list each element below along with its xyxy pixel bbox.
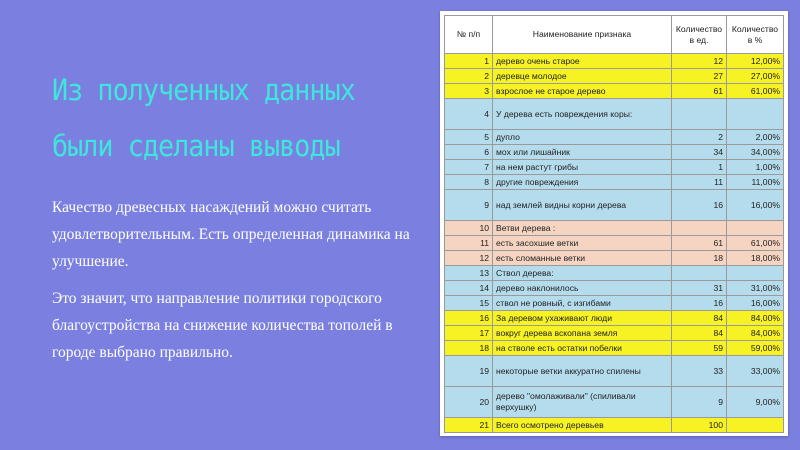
row-percent: 9,00% bbox=[727, 387, 784, 418]
row-name: У дерева есть повреждения коры: bbox=[493, 99, 672, 130]
slide-title-line-1: Из полученных данных bbox=[52, 73, 355, 107]
row-number: 9 bbox=[445, 190, 493, 221]
row-count: 1 bbox=[672, 160, 727, 175]
row-percent: 61,00% bbox=[727, 84, 784, 99]
slide-title bbox=[52, 62, 383, 174]
row-name: дерево очень старое bbox=[493, 54, 672, 69]
row-number: 14 bbox=[445, 281, 493, 296]
row-name: Всего осмотрено деревьев bbox=[493, 418, 672, 433]
row-count: 61 bbox=[672, 236, 727, 251]
row-percent bbox=[727, 221, 784, 236]
table-row bbox=[445, 341, 784, 356]
row-number: 4 bbox=[445, 99, 493, 130]
row-name: Ветви дерева : bbox=[493, 221, 672, 236]
row-percent: 12,00% bbox=[727, 54, 784, 69]
table-row bbox=[445, 145, 784, 160]
row-number: 20 bbox=[445, 387, 493, 418]
row-percent: 59,00% bbox=[727, 341, 784, 356]
table-row bbox=[445, 221, 784, 236]
table-row bbox=[445, 311, 784, 326]
table-row bbox=[445, 69, 784, 84]
table-row bbox=[445, 130, 784, 145]
row-percent: 27,00% bbox=[727, 69, 784, 84]
row-number: 6 bbox=[445, 145, 493, 160]
row-count: 59 bbox=[672, 341, 727, 356]
row-name: дерево "омолаживали" (спиливали верхушку) bbox=[493, 387, 672, 418]
table-row bbox=[445, 251, 784, 266]
row-number: 18 bbox=[445, 341, 493, 356]
body-paragraph-1: Качество древесных насаждений можно считать удовлетворительным. Есть определенная динамика на улучшение. bbox=[52, 199, 410, 270]
row-number: 21 bbox=[445, 418, 493, 433]
table-row bbox=[445, 99, 784, 130]
row-number: 7 bbox=[445, 160, 493, 175]
row-number: 5 bbox=[445, 130, 493, 145]
row-percent: 33,00% bbox=[727, 356, 784, 387]
row-percent: 11,00% bbox=[727, 175, 784, 190]
table-row bbox=[445, 190, 784, 221]
table-row bbox=[445, 418, 784, 433]
slide-title-line-2: были сделаны выводы bbox=[52, 129, 340, 163]
row-percent bbox=[727, 266, 784, 281]
table-row bbox=[445, 175, 784, 190]
row-count: 61 bbox=[672, 84, 727, 99]
row-name: деревце молодое bbox=[493, 69, 672, 84]
row-name: вокруг дерева вскопана земля bbox=[493, 326, 672, 341]
row-number: 11 bbox=[445, 236, 493, 251]
table-row bbox=[445, 54, 784, 69]
header-percent: Количество в % bbox=[727, 16, 784, 54]
row-percent: 1,00% bbox=[727, 160, 784, 175]
row-percent: 84,00% bbox=[727, 311, 784, 326]
row-count: 16 bbox=[672, 296, 727, 311]
table-row bbox=[445, 326, 784, 341]
row-name: есть сломанные ветки bbox=[493, 251, 672, 266]
header-number: № п/п bbox=[445, 16, 493, 54]
row-name: на нем растут грибы bbox=[493, 160, 672, 175]
header-count: Количество в ед. bbox=[672, 16, 727, 54]
row-count: 33 bbox=[672, 356, 727, 387]
row-name: дупло bbox=[493, 130, 672, 145]
row-number: 3 bbox=[445, 84, 493, 99]
row-name: на стволе есть остатки побелки bbox=[493, 341, 672, 356]
row-name: некоторые ветки аккуратно спилены bbox=[493, 356, 672, 387]
row-count: 84 bbox=[672, 326, 727, 341]
row-name: над землей видны корни дерева bbox=[493, 190, 672, 221]
table-row bbox=[445, 387, 784, 418]
row-percent: 84,00% bbox=[727, 326, 784, 341]
survey-table bbox=[444, 15, 784, 433]
row-number: 12 bbox=[445, 251, 493, 266]
row-percent: 16,00% bbox=[727, 190, 784, 221]
row-percent bbox=[727, 418, 784, 433]
row-count: 12 bbox=[672, 54, 727, 69]
row-number: 2 bbox=[445, 69, 493, 84]
slide-body bbox=[52, 194, 422, 376]
row-number: 1 bbox=[445, 54, 493, 69]
row-count: 100 bbox=[672, 418, 727, 433]
row-number: 8 bbox=[445, 175, 493, 190]
table-header-row bbox=[445, 16, 784, 54]
row-name: другие повреждения bbox=[493, 175, 672, 190]
row-number: 19 bbox=[445, 356, 493, 387]
row-number: 10 bbox=[445, 221, 493, 236]
row-percent: 31,00% bbox=[727, 281, 784, 296]
row-percent bbox=[727, 99, 784, 130]
row-percent: 34,00% bbox=[727, 145, 784, 160]
row-number: 15 bbox=[445, 296, 493, 311]
row-number: 13 bbox=[445, 266, 493, 281]
row-name: дерево наклонилось bbox=[493, 281, 672, 296]
table-row bbox=[445, 296, 784, 311]
row-name: взрослое не старое дерево bbox=[493, 84, 672, 99]
survey-table-card bbox=[440, 11, 788, 436]
row-count: 34 bbox=[672, 145, 727, 160]
row-number: 16 bbox=[445, 311, 493, 326]
row-name: есть засохшие ветки bbox=[493, 236, 672, 251]
row-name: За деревом ухаживают люди bbox=[493, 311, 672, 326]
table-row bbox=[445, 266, 784, 281]
body-paragraph-2: Это значит, что направление политики городского благоустройства на снижение количества тополей в городе выбрано правильно. bbox=[52, 290, 393, 361]
row-name: Ствол дерева: bbox=[493, 266, 672, 281]
row-count: 84 bbox=[672, 311, 727, 326]
row-count: 16 bbox=[672, 190, 727, 221]
table-row bbox=[445, 236, 784, 251]
row-count: 11 bbox=[672, 175, 727, 190]
row-count: 31 bbox=[672, 281, 727, 296]
row-percent: 61,00% bbox=[727, 236, 784, 251]
table-row bbox=[445, 160, 784, 175]
row-percent: 2,00% bbox=[727, 130, 784, 145]
row-count: 18 bbox=[672, 251, 727, 266]
table-row bbox=[445, 356, 784, 387]
table-row bbox=[445, 281, 784, 296]
row-count bbox=[672, 99, 727, 130]
row-percent: 16,00% bbox=[727, 296, 784, 311]
row-count bbox=[672, 221, 727, 236]
header-name: Наименование признака bbox=[493, 16, 672, 54]
table-row bbox=[445, 84, 784, 99]
row-count: 9 bbox=[672, 387, 727, 418]
row-name: ствол не ровный, с изгибами bbox=[493, 296, 672, 311]
row-number: 17 bbox=[445, 326, 493, 341]
row-count bbox=[672, 266, 727, 281]
row-name: мох или лишайник bbox=[493, 145, 672, 160]
row-count: 27 bbox=[672, 69, 727, 84]
row-percent: 18,00% bbox=[727, 251, 784, 266]
row-count: 2 bbox=[672, 130, 727, 145]
